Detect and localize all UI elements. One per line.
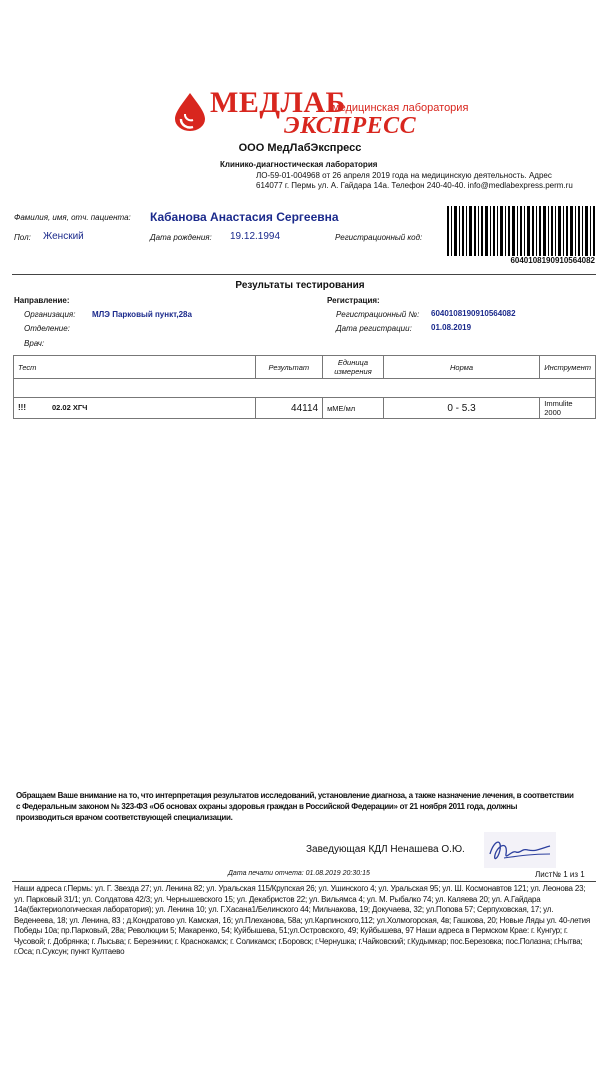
brand-subtitle: медицинская лаборатория — [332, 102, 469, 114]
signature — [484, 832, 556, 868]
license-line-2: 614077 г. Пермь ул. А. Гайдара 14а. Телефон 240-40-40. info@medlabexpress.perm.ru — [256, 181, 573, 190]
sex-value: Женский — [43, 231, 84, 242]
sheet-number: Лист№ 1 из 1 — [535, 870, 585, 879]
registration-number-value: 6040108190910564082 — [431, 309, 516, 318]
referral-org-value: МЛЭ Парковый пункт,28а — [92, 310, 192, 319]
patient-name-label: Фамилия, имя, отч. пациента: — [14, 213, 131, 222]
organization-name: ООО МедЛабЭкспресс — [238, 142, 362, 154]
header-unit — [323, 356, 384, 379]
header-unit-line-1: Единица — [337, 358, 369, 367]
registration-heading: Регистрация: — [327, 296, 380, 305]
instrument-value: Immulite 2000 — [540, 398, 596, 419]
blood-drop-logo-icon — [172, 92, 208, 132]
alert-flag: !!! — [18, 403, 26, 412]
test-cell — [14, 398, 256, 419]
dob-value: 19.12.1994 — [230, 231, 281, 242]
signer-name: Заведующая КДЛ Ненашева О.Ю. — [306, 844, 465, 855]
header-unit-line-2: измерения — [334, 367, 372, 376]
table-header-row — [14, 356, 596, 379]
brand-name-top: МЕДЛАБ — [210, 86, 346, 119]
results-title: Результаты тестирования — [235, 280, 365, 291]
sex-label: Пол: — [14, 233, 31, 242]
registration-date-value: 01.08.2019 — [431, 323, 472, 332]
result-value: 44114 — [255, 398, 323, 419]
footer-divider — [12, 881, 596, 882]
barcode — [447, 206, 595, 256]
reg-code-label: Регистрационный код: — [335, 233, 423, 242]
unit-value: мМЕ/мл — [323, 398, 384, 419]
dob-label: Дата рождения: — [150, 233, 212, 242]
referral-heading: Направление: — [14, 296, 70, 305]
barcode-number: 6040108190910564082 — [510, 256, 595, 265]
header-instrument: Инструмент — [540, 356, 596, 379]
norm-value: 0 - 5.3 — [383, 398, 539, 419]
department-label: Отделение: — [24, 324, 70, 333]
spacer-cell — [14, 379, 596, 398]
legal-notice: Обращаем Ваше внимание на то, что интерпретация результатов исследований, установление диагноза, а также назначение лечения, в соответствии с Федеральным законом № 323-ФЗ «Об основах охраны здоровья граждан в Российской Федерации» от 21 ноября 2011 года, должны производиться врачом соответствующей специализации. — [16, 791, 574, 822]
license-info — [256, 171, 573, 191]
table-spacer-row — [14, 379, 596, 398]
doctor-label: Врач: — [24, 339, 45, 348]
divider — [12, 274, 596, 275]
registration-number-label: Регистрационный №: — [336, 310, 420, 319]
lab-type: Клинико-диагностическая лаборатория — [220, 160, 378, 169]
header-test: Тест — [14, 356, 256, 379]
test-name: 02.02 ХГЧ — [52, 403, 88, 412]
header-norm: Норма — [383, 356, 539, 379]
referral-org-label: Организация: — [24, 310, 76, 319]
results-table — [13, 355, 596, 419]
table-row — [14, 398, 596, 419]
addresses: Наши адреса г.Пермь: ул. Г. Звезда 27; ул. Ленина 82; ул. Уральская 115/Крупская 26; ул. Ушинского 4; ул. Уральская 95; ул. Ш. Космонавтов 121; ул. Леонова 23; ул. Парковый 31/1; ул. Солдатова 42/3; ул. Чернышевского 15; ул. Декабристов 22; ул. Вильямса 4; ул. М. Рыбалко 74; ул. Каляева 20; ул. А.Гайдара 14а(бактериологическая лаборатория); ул. Ленина 10; ул. Г.Хасана1/Белинского 44; Мильчакова, 19; Докучаева, 32; ул.Попова 57; Серпуховская, 17; ул. Веденеева, 18; ул. Ленина, 83 ; д.Кондратово ул. Камская, 16; ул.Плеханова, 58а; ул.Карпинского,112; ул.Холмогорская, 4в; Гашкова, 20; Новые Ляды ул. 40-летия Победы 10а; пр.Парковый, 28а; Революции 5; Макаренко, 54; Куйбышева, 51;ул.Островского, 49; Куйбышева, 97 Наши адреса в Пермском Крае: г. Кунгур; г. Чусовой; г. Добрянка; г. Лысьва; г. Березники; г. Краснокамск; г. Соликамск; г.Боровск; г.Чернушка; г.Чайковский; г.Кудымкар; пос.Березовка; пос.Полазна; г.Нытва; г.Оса; п.Суксун; пункт Култаево — [14, 884, 590, 956]
license-line-1: ЛО-59-01-004968 от 26 апреля 2019 года на медицинскую деятельность. Адрес — [256, 171, 552, 180]
patient-name: Кабанова Анастасия Сергеевна — [150, 210, 339, 224]
header-result: Результат — [255, 356, 323, 379]
print-date: Дата печати отчета: 01.08.2019 20:30:15 — [228, 870, 370, 877]
brand-name-bottom: ЭКСПРЕСС — [284, 113, 417, 139]
registration-date-label: Дата регистрации: — [336, 324, 412, 333]
